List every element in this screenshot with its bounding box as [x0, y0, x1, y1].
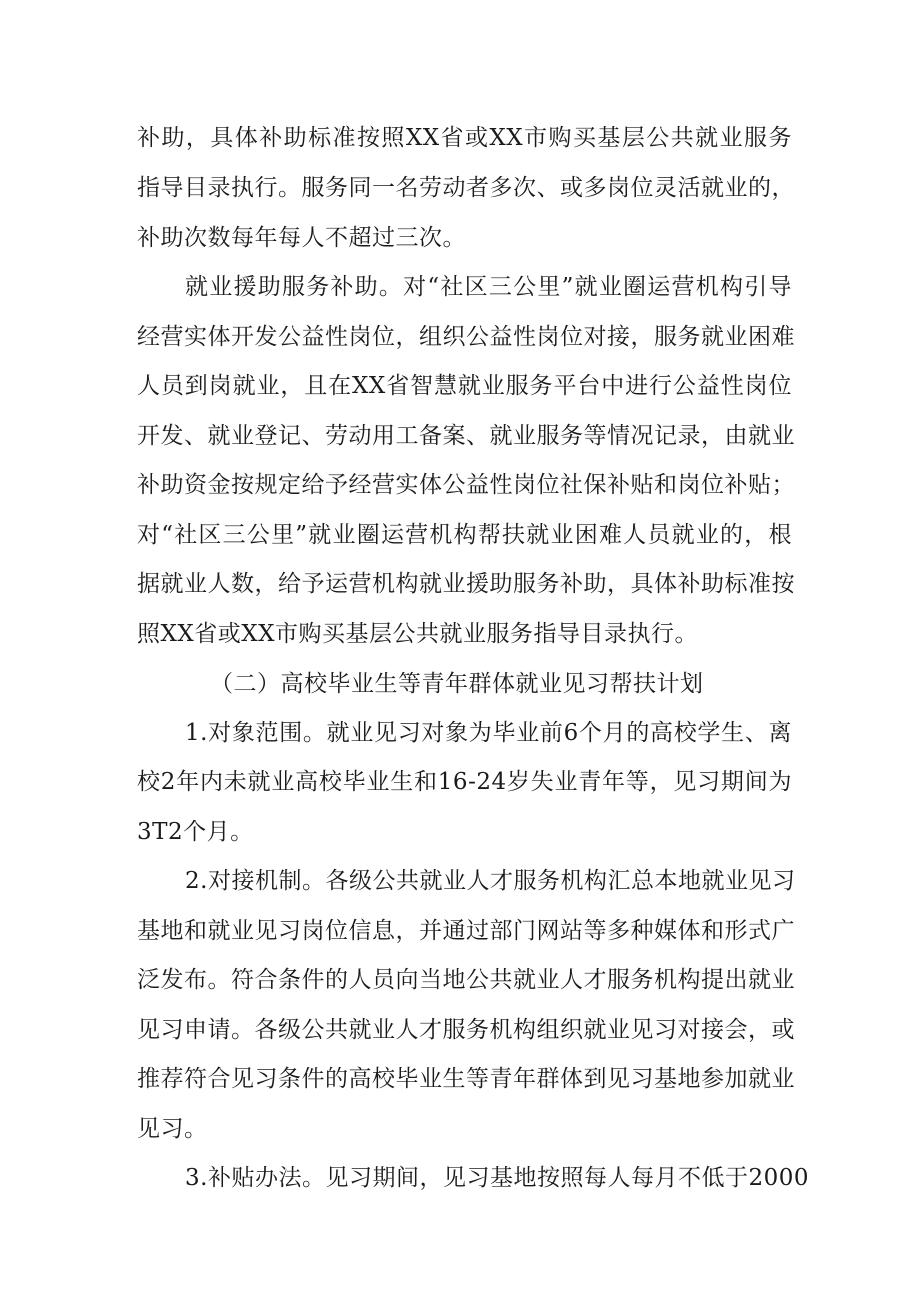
text-line: 见习。	[137, 1116, 208, 1142]
text-line: 经营实体开发公益性岗位，组织公益性岗位对接，服务就业困难	[137, 324, 795, 350]
text-line: 对“社区三公里”就业圈运营机构帮扶就业困难人员就业的，根	[137, 522, 792, 548]
text-line: 推荐符合见习条件的高校毕业生等青年群体到见习基地参加就业	[137, 1066, 795, 1092]
text-line: 2.对接机制。各级公共就业人才服务机构汇总本地就业见习	[185, 868, 796, 894]
text-line: 照XX省或XX市购买基层公共就业服务指导目录执行。	[137, 621, 698, 647]
text-line: 开发、就业登记、劳动用工备案、就业服务等情况记录，由就业	[137, 423, 795, 449]
text-line: 基地和就业见习岗位信息，并通过部门网站等多种媒体和形式广	[137, 918, 795, 944]
text-line: 据就业人数，给予运营机构就业援助服务补助，具体补助标准按	[137, 571, 795, 597]
text-line: 补助，具体补助标准按照XX省或XX市购买基层公共就业服务	[137, 125, 792, 151]
text-line: 3T2个月。	[137, 819, 254, 845]
text-line: 人员到岗就业，且在XX省智慧就业服务平台中进行公益性岗位	[137, 373, 792, 399]
text-line: 就业援助服务补助。对“社区三公里”就业圈运营机构引导	[185, 274, 792, 300]
text-line: 泛发布。符合条件的人员向当地公共就业人才服务机构提出就业	[137, 967, 795, 993]
text-line: 校2年内未就业高校毕业生和16-24岁失业青年等，见习期间为	[137, 769, 792, 795]
text-line: 补助次数每年每人不超过三次。	[137, 225, 466, 251]
text-line: 指导目录执行。服务同一名劳动者多次、或多岗位灵活就业的，	[137, 175, 795, 201]
section-heading: （二）高校毕业生等青年群体就业见习帮扶计划	[210, 671, 704, 697]
text-line: 1.对象范围。就业见习对象为毕业前6个月的高校学生、离	[185, 720, 792, 746]
text-line: 见习申请。各级公共就业人才服务机构组织就业见习对接会，或	[137, 1017, 795, 1043]
text-line: 补助资金按规定给予经营实体公益性岗位社保补贴和岗位补贴；	[137, 472, 795, 498]
text-line: 3.补贴办法。见习期间，见习基地按照每人每月不低于2000	[185, 1165, 809, 1191]
